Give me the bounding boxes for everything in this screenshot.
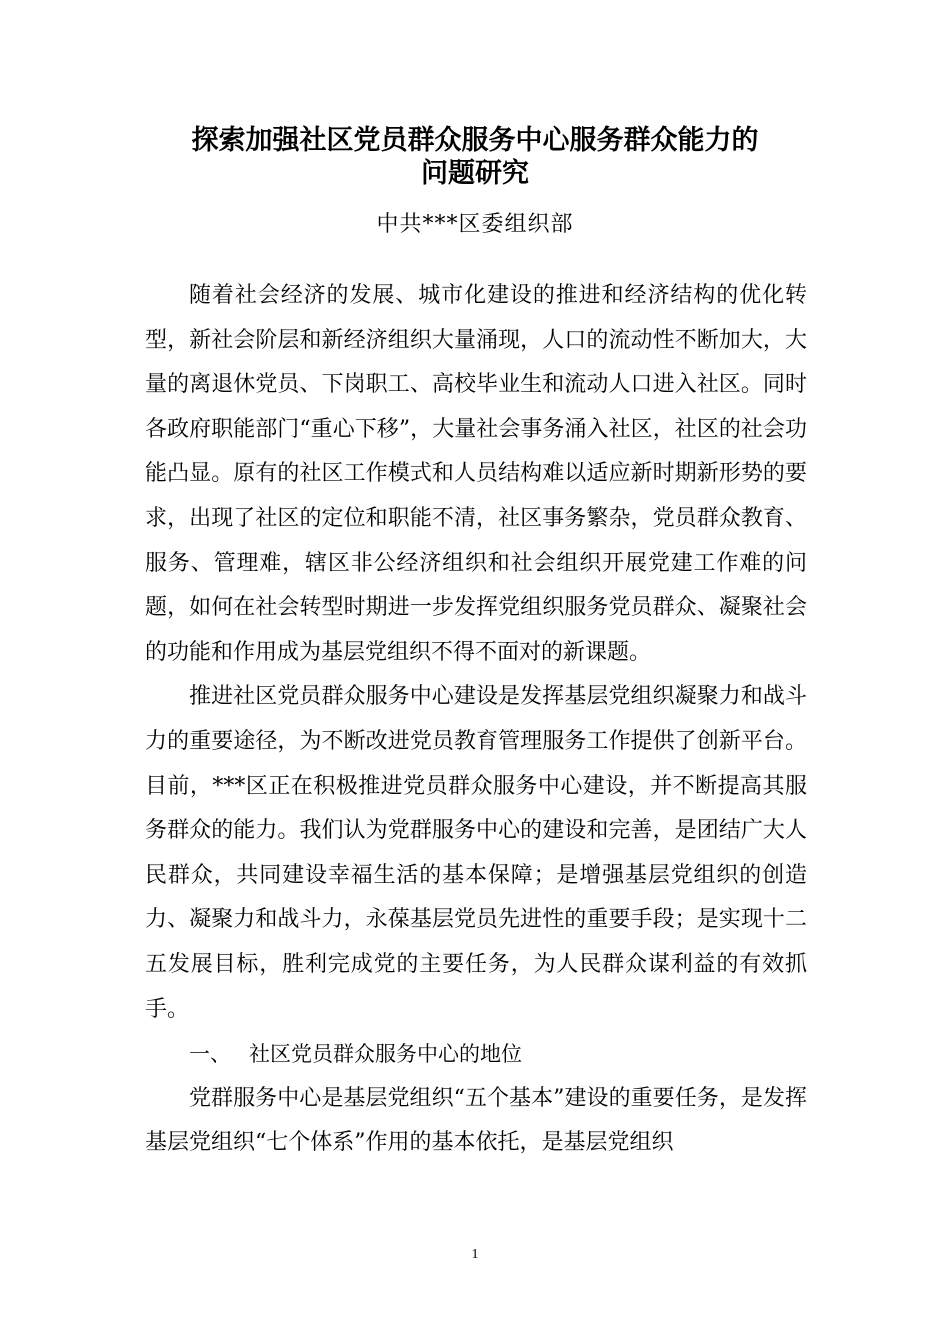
- document-body: [145, 274, 807, 1166]
- page-number: 1: [471, 1247, 479, 1262]
- body-paragraph-3: 党群服务中心是基层党组织“五个基本”建设的重要任务，是发挥基层党组织“七个体系”作用的基本依托，是基层党组织: [145, 1085, 807, 1156]
- section-number: 一、: [189, 1042, 231, 1067]
- body-paragraph-2: 推进社区党员群众服务中心建设是发挥基层党组织凝聚力和战斗力的重要途径，为不断改进党员教育管理服务工作提供了创新平台。目前，***区正在积极推进党员群众服务中心建设，并不断提高其服务群众的能力。我们认为党群服务中心的建设和完善，是团结广大人民群众，共同建设幸福生活的基本保障；是增强基层党组织的创造力、凝聚力和战斗力，永葆基层党员先进性的重要手段；是实现十二五发展目标，胜利完成党的主要任务，为人民群众谋利益的有效抓手。: [145, 684, 807, 1022]
- document-title-line-2: 问题研究: [421, 158, 529, 189]
- section-heading-1: [145, 1032, 807, 1077]
- body-paragraph-1: 随着社会经济的发展、城市化建设的推进和经济结构的优化转型，新社会阶层和新经济组织大量涌现，人口的流动性不断加大，大量的离退休党员、下岗职工、高校毕业生和流动人口进入社区。同时各政府职能部门“重心下移”，大量社会事务涌入社区，社区的社会功能凸显。原有的社区工作模式和人员结构难以适应新时期新形势的要求，出现了社区的定位和职能不清，社区事务繁杂，党员群众教育、服务、管理难，辖区非公经济组织和社会组织开展党建工作难的问题，如何在社会转型时期进一步发挥党组织服务党员群众、凝聚社会的功能和作用成为基层党组织不得不面对的新课题。: [145, 283, 807, 665]
- section-heading-text: 社区党员群众服务中心的地位: [249, 1042, 522, 1067]
- document-author: 中共***区委组织部: [376, 212, 574, 237]
- document-title-line-1: 探索加强社区党员群众服务中心服务群众能力的: [191, 125, 759, 156]
